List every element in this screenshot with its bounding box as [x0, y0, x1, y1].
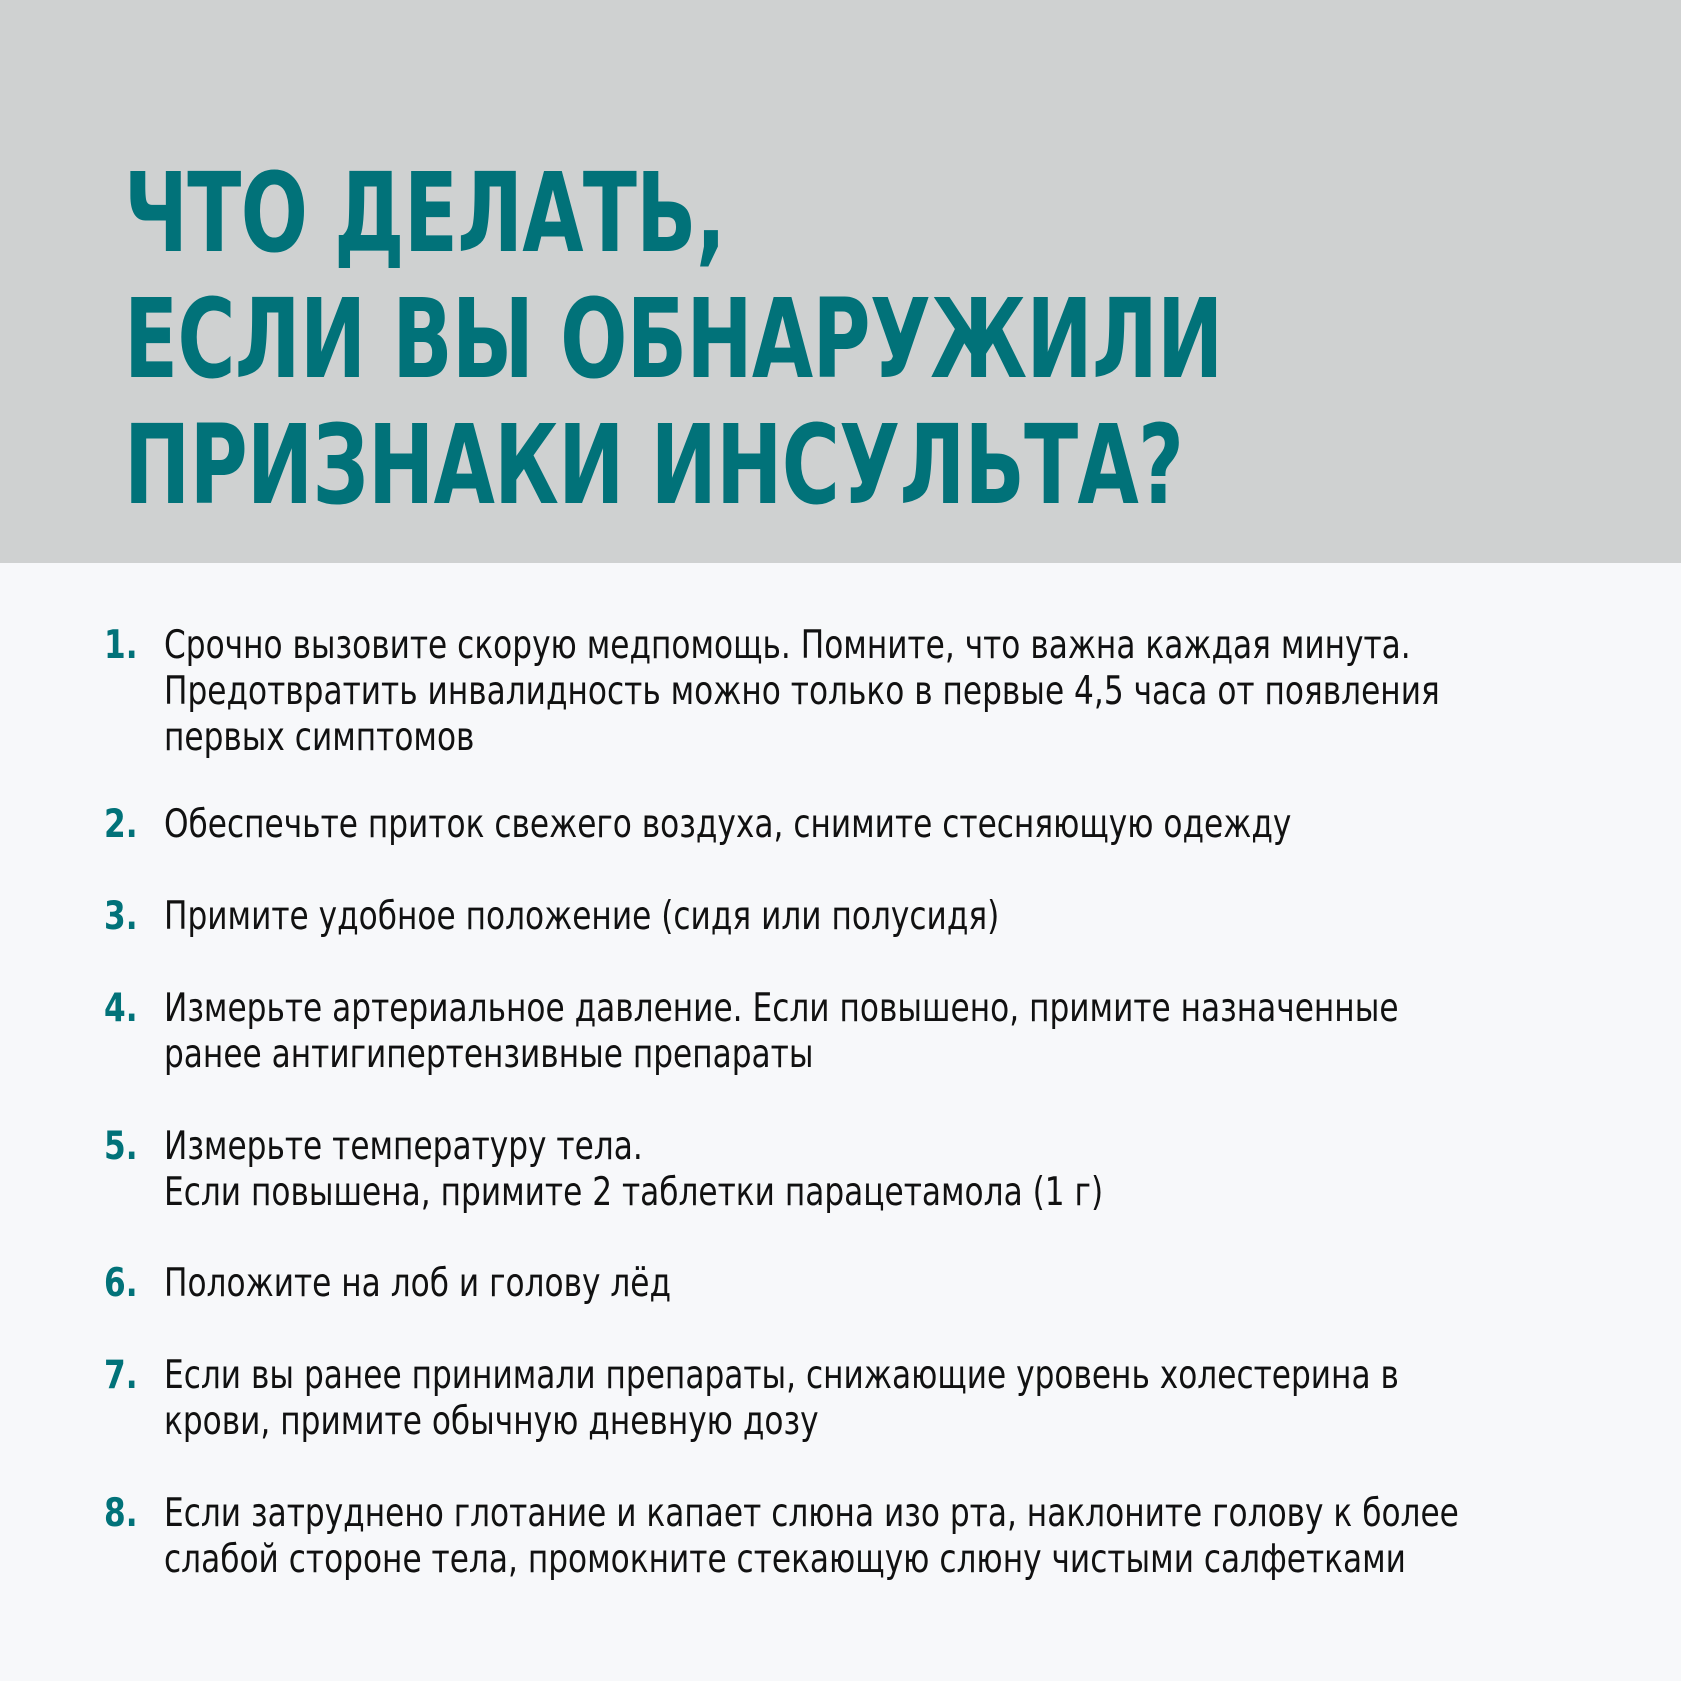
item-text: Измерьте артериальное давление. Если повышено, примите назначенные ранее антигипертензивные препараты: [164, 986, 1399, 1077]
item-number: 7.: [104, 1353, 138, 1398]
header-banner: [0, 0, 1681, 563]
title-line-3: ПРИЗНАКИ ИНСУЛЬТА?: [124, 401, 1184, 529]
item-text: Положите на лоб и голову лёд: [164, 1261, 672, 1306]
item-text: Если вы ранее принимали препараты, снижающие уровень холестерина в крови, примите обычную дневную дозу: [164, 1353, 1399, 1444]
item-number: 5.: [104, 1124, 138, 1169]
title-line-2: ЕСЛИ ВЫ ОБНАРУЖИЛИ: [124, 275, 1223, 403]
item-text: Срочно вызовите скорую медпомощь. Помните, что важна каждая минута. Предотвратить инвалидность можно только в первые 4,5 часа от появления первых симптомов: [164, 623, 1440, 760]
item-text: Обеспечьте приток свежего воздуха, снимите стесняющую одежду: [164, 802, 1292, 847]
item-number: 4.: [104, 986, 138, 1031]
item-number: 2.: [104, 802, 138, 847]
item-number: 6.: [104, 1261, 138, 1306]
item-text: Измерьте температуру тела. Если повышена, примите 2 таблетки парацетамола (1 г): [164, 1124, 1104, 1215]
item-text: Если затруднено глотание и капает слюна изо рта, наклоните голову к более слабой стороне тела, промокните стекающую слюну чистыми салфетками: [164, 1491, 1459, 1582]
page-title: [124, 150, 1223, 528]
item-text: Примите удобное положение (сидя или полусидя): [164, 894, 1000, 939]
item-number: 1.: [104, 623, 138, 668]
item-number: 3.: [104, 894, 138, 939]
title-line-1: ЧТО ДЕЛАТЬ,: [124, 149, 726, 277]
item-number: 8.: [104, 1491, 138, 1536]
